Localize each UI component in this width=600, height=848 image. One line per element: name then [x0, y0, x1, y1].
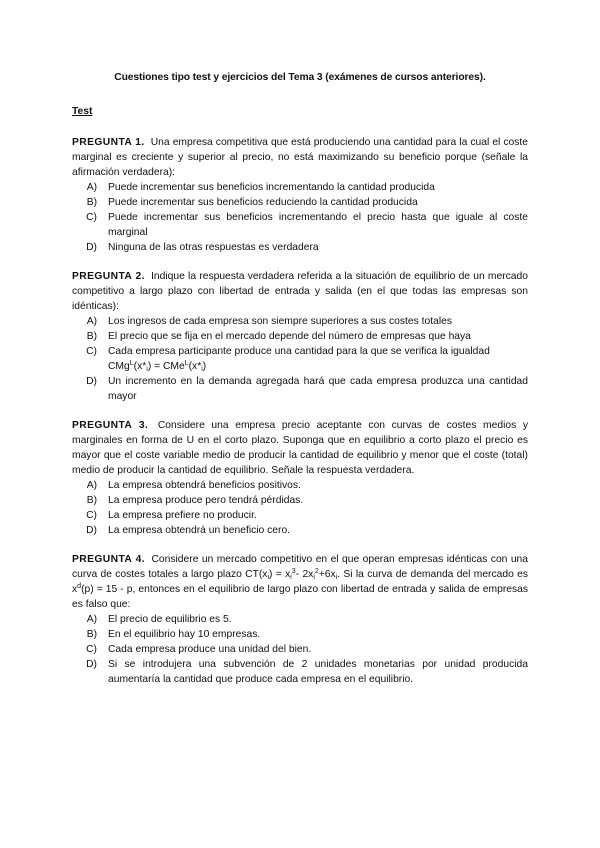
question-2-option-b: B) El precio que se fija en el mercado depende del número de empresas que haya [86, 331, 471, 342]
question-1-option-c: C) Puede incrementar sus beneficios incrementando el precio hasta que iguale al coste marginal [86, 212, 528, 238]
section-heading-test: Test [72, 106, 93, 117]
question-1-text: Una empresa competitiva que está produciendo una cantidad para la cual el coste marginal es creciente y superior al precio, no está maximizando su beneficio porque (señale la afirmación verdadera): [72, 137, 528, 178]
question-3-statement [72, 418, 528, 478]
question-4-label: PREGUNTA 4. [72, 554, 146, 565]
question-4-option-b: B) En el equilibrio hay 10 empresas. [86, 629, 261, 640]
question-3-option-c: C) La empresa prefiere no producir. [86, 510, 257, 521]
question-4-options [72, 612, 528, 687]
question-4 [72, 552, 528, 687]
question-3-text: Considere una empresa precio aceptante con curvas de costes medios y marginales en forma de U en el corto plazo. Suponga que en equilibrio a corto plazo el precio es mayor que el coste variable medio de producir la cantidad de equilibrio y menor que el coste (total) medio de producir la cantidad de equilibrio. Señale la respuesta verdadera. [72, 420, 528, 476]
question-1-option-b: B) Puede incrementar sus beneficios reduciendo la cantidad producida [86, 197, 418, 208]
equality-formula: $CMg^L(x*_i) = CMe^L(x*_i)$ [108, 360, 207, 373]
question-2-options [72, 314, 528, 404]
question-3-label: PREGUNTA 3. [72, 420, 149, 431]
question-3-option-d: D) La empresa obtendrá un beneficio cero. [86, 525, 291, 536]
document-title: Cuestiones tipo test y ejercicios del Tema 3 (exámenes de cursos anteriores). [114, 72, 486, 83]
question-3-option-a: A) La empresa obtendrá beneficios positivos. [86, 480, 301, 491]
question-2-statement [72, 269, 528, 314]
question-1-statement [72, 135, 528, 180]
question-3-option-b: B) La empresa produce pero tendrá pérdidas. [86, 495, 304, 506]
question-2 [72, 269, 528, 404]
question-2-option-c: C) Cada empresa participante produce una cantidad para la que se verifica la igualdad $CMg^L(x*_i) = CMe^L(x*_i)$ [86, 346, 490, 373]
question-1 [72, 135, 528, 255]
question-2-label: PREGUNTA 2. [72, 271, 145, 282]
question-4-option-d: D) Si se introdujera una subvención de 2 unidades monetarias por unidad producida aumentaría la cantidad que produce cada empresa en el equilibrio. [86, 659, 528, 685]
question-4-statement: PREGUNTA 4. Considere un mercado competitivo en el que operan empresas idénticas con una curva de costes totales a largo plazo $CT(x_i) = x_i^3-$ $2x_i^2+6x_i$. Si la curva de demanda del mercado es $x^d(p) = 15 - p$, entonces en el equilibrio de largo plazo con libertad de entrada y salida de empresas es falso que: [72, 554, 529, 610]
question-3 [72, 418, 528, 538]
question-2-option-a: A) Los ingresos de cada empresa son siempre superiores a sus costes totales [86, 316, 452, 327]
question-3-options [72, 478, 528, 538]
question-1-options [72, 180, 528, 255]
question-1-option-d: D) Ninguna de las otras respuestas es verdadera [86, 242, 319, 253]
question-1-label: PREGUNTA 1. [72, 137, 145, 148]
question-4-option-c: C) Cada empresa produce una unidad del bien. [86, 644, 312, 655]
document-page [72, 70, 528, 687]
question-2-text: Indique la respuesta verdadera referida a la situación de equilibrio de un mercado competitivo a largo plazo con libertad de entrada y salida (en el que todas las empresas son idénticas): [72, 271, 528, 312]
question-1-option-a: A) Puede incrementar sus beneficios incrementando la cantidad producida [86, 182, 435, 193]
question-4-option-a: A) El precio de equilibrio es 5. [86, 614, 232, 625]
question-2-option-d: D) Un incremento en la demanda agregada hará que cada empresa produzca una cantidad mayor [86, 376, 528, 402]
